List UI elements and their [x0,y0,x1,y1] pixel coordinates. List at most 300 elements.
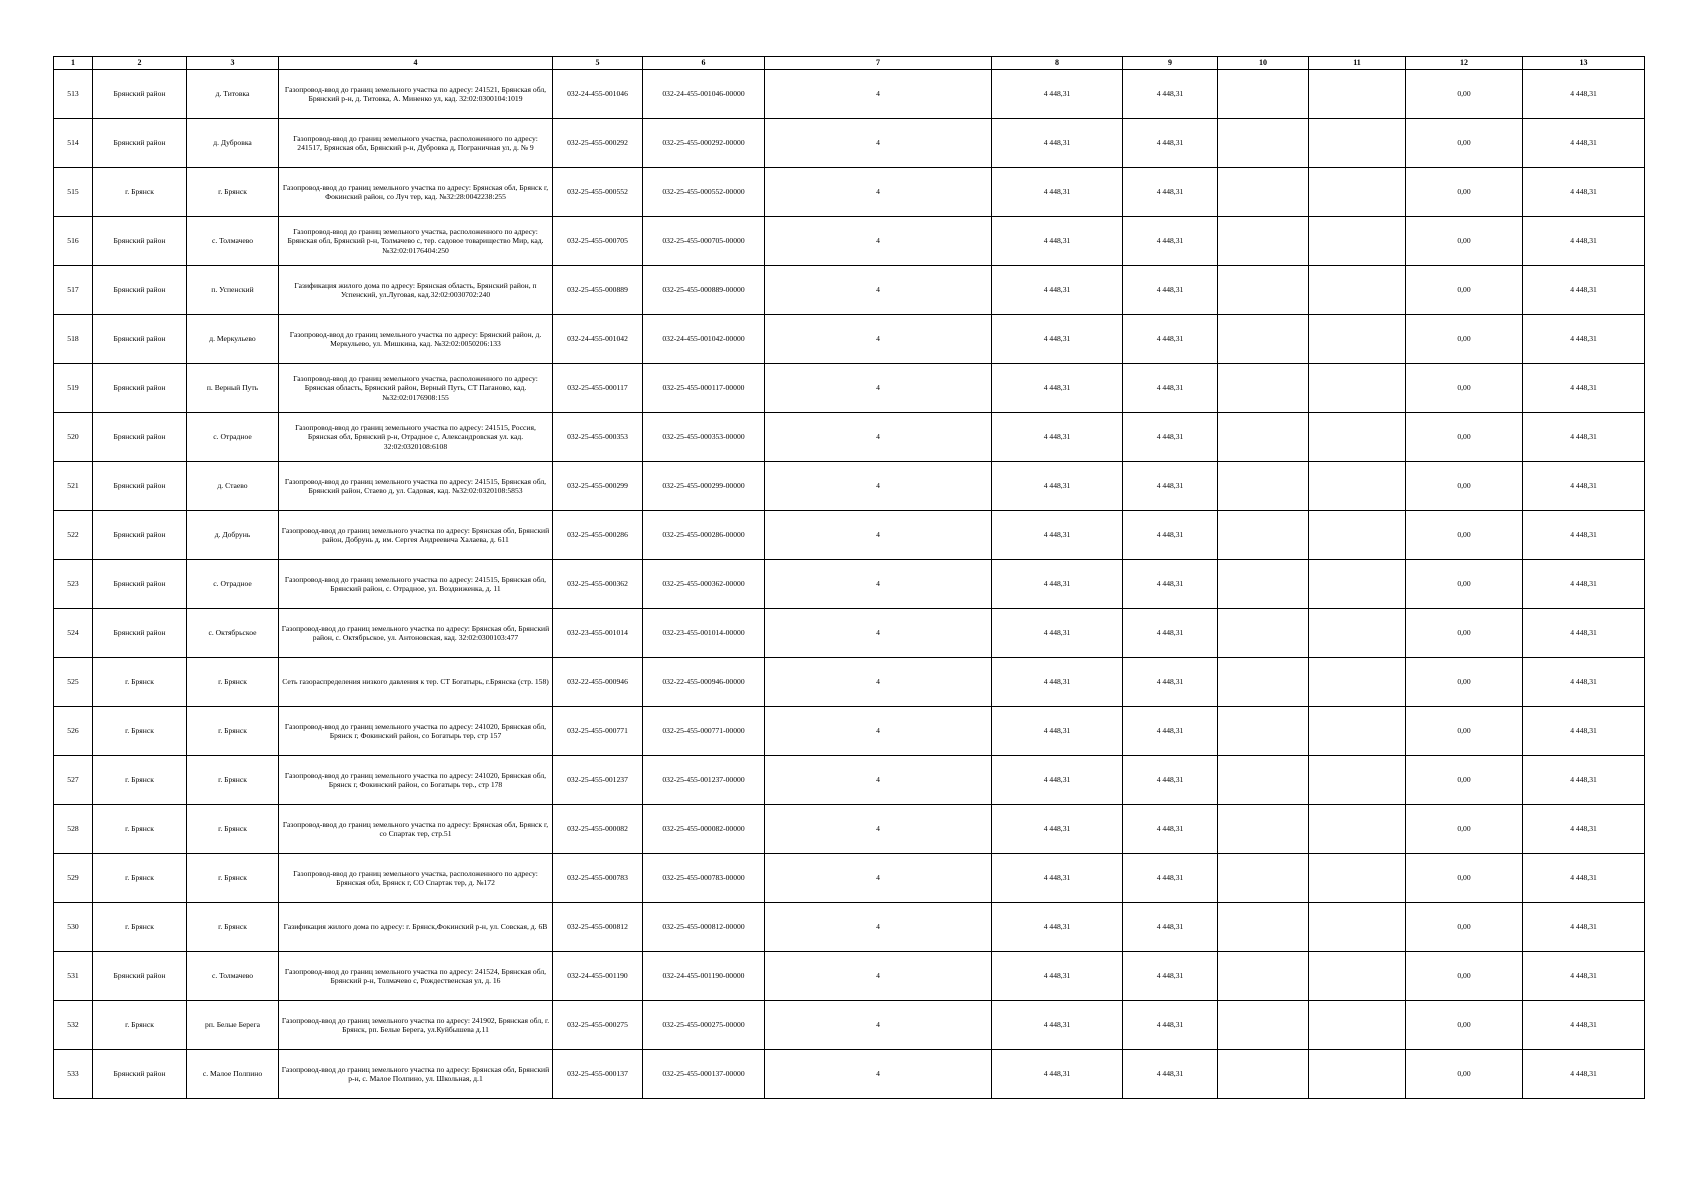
district-cell: г. Брянск [93,658,187,707]
locality-cell: с. Толмачево [187,217,279,266]
object-description-cell: Газопровод-ввод до границ земельного участка, расположенного по адресу: 241517, Брянская обл, Брянский р-н, Дубровка д, Пограничная ул, д. № 9 [279,119,553,168]
column-10-cell [1218,903,1309,952]
column-11-cell [1309,266,1406,315]
object-description-cell: Газопровод-ввод до границ земельного участка по адресу: 241020, Брянская обл, Брянск г, Фокинский район, со Богатырь тер, стр 157 [279,707,553,756]
object-description-cell: Газопровод-ввод до границ земельного участка, расположенного по адресу: Брянская область, Брянский район, Верный Путь, СТ Паганово, кад. №32:02:0176908:155 [279,364,553,413]
column-11-cell [1309,756,1406,805]
object-inventory-code-cell: 032-25-455-000353-00000 [643,413,765,462]
column-8-cell: 4 448,31 [992,119,1123,168]
object-description-cell: Сеть газораспределения низкого давления к тер. СТ Богатырь, г.Брянска (стр. 158) [279,658,553,707]
column-10-cell [1218,266,1309,315]
column-7-cell: 4 [765,413,992,462]
object-inventory-code-cell: 032-25-455-000137-00000 [643,1050,765,1099]
object-code-cell: 032-24-455-001042 [553,315,643,364]
district-cell: г. Брянск [93,805,187,854]
object-code-cell: 032-25-455-000292 [553,119,643,168]
district-cell: г. Брянск [93,168,187,217]
column-13-cell: 4 448,31 [1523,952,1645,1001]
row-number-cell: 516 [54,217,93,266]
object-description-cell: Газопровод-ввод до границ земельного участка по адресу: 241515, Брянская обл, Брянский район, Стаево д, ул. Садовая, кад. №32:02:0320108:5853 [279,462,553,511]
column-7-cell: 4 [765,315,992,364]
column-header-4: 4 [279,57,553,70]
column-8-cell: 4 448,31 [992,952,1123,1001]
column-7-cell: 4 [765,119,992,168]
locality-cell: д. Добрунь [187,511,279,560]
table-row [54,1001,1645,1050]
district-cell: Брянский район [93,364,187,413]
column-12-cell: 0,00 [1406,609,1523,658]
column-header-8: 8 [992,57,1123,70]
column-13-cell: 4 448,31 [1523,1050,1645,1099]
district-cell: Брянский район [93,413,187,462]
object-inventory-code-cell: 032-25-455-000286-00000 [643,511,765,560]
column-8-cell: 4 448,31 [992,903,1123,952]
row-number-cell: 515 [54,168,93,217]
column-7-cell: 4 [765,168,992,217]
locality-cell: г. Брянск [187,168,279,217]
column-9-cell: 4 448,31 [1123,266,1218,315]
locality-cell: с. Малое Полпино [187,1050,279,1099]
column-9-cell: 4 448,31 [1123,854,1218,903]
table-row [54,609,1645,658]
column-8-cell: 4 448,31 [992,609,1123,658]
column-10-cell [1218,560,1309,609]
column-8-cell: 4 448,31 [992,658,1123,707]
locality-cell: д. Титовка [187,70,279,119]
column-10-cell [1218,854,1309,903]
table-row [54,903,1645,952]
object-inventory-code-cell: 032-25-455-000362-00000 [643,560,765,609]
object-code-cell: 032-25-455-000299 [553,462,643,511]
column-11-cell [1309,854,1406,903]
object-description-cell: Газопровод-ввод до границ земельного участка по адресу: Брянская обл, Брянский р-н, с. Малое Полпино, ул. Школьная, д.1 [279,1050,553,1099]
column-9-cell: 4 448,31 [1123,805,1218,854]
row-number-cell: 528 [54,805,93,854]
column-13-cell: 4 448,31 [1523,903,1645,952]
column-12-cell: 0,00 [1406,560,1523,609]
object-code-cell: 032-25-455-000362 [553,560,643,609]
table-row [54,70,1645,119]
object-inventory-code-cell: 032-25-455-000552-00000 [643,168,765,217]
column-9-cell: 4 448,31 [1123,413,1218,462]
column-7-cell: 4 [765,805,992,854]
locality-cell: г. Брянск [187,707,279,756]
column-7-cell: 4 [765,266,992,315]
row-number-cell: 527 [54,756,93,805]
locality-cell: п. Верный Путь [187,364,279,413]
column-9-cell: 4 448,31 [1123,119,1218,168]
row-number-cell: 532 [54,1001,93,1050]
locality-cell: с. Отрадное [187,413,279,462]
table-row [54,413,1645,462]
column-12-cell: 0,00 [1406,364,1523,413]
column-header-1: 1 [54,57,93,70]
column-11-cell [1309,805,1406,854]
column-10-cell [1218,805,1309,854]
column-13-cell: 4 448,31 [1523,315,1645,364]
column-13-cell: 4 448,31 [1523,266,1645,315]
column-13-cell: 4 448,31 [1523,756,1645,805]
column-11-cell [1309,70,1406,119]
column-13-cell: 4 448,31 [1523,854,1645,903]
column-10-cell [1218,364,1309,413]
column-13-cell: 4 448,31 [1523,168,1645,217]
object-inventory-code-cell: 032-25-455-000783-00000 [643,854,765,903]
column-header-6: 6 [643,57,765,70]
row-number-cell: 522 [54,511,93,560]
object-inventory-code-cell: 032-25-455-000299-00000 [643,462,765,511]
column-8-cell: 4 448,31 [992,315,1123,364]
object-description-cell: Газопровод-ввод до границ земельного участка по адресу: 241521, Брянская обл, Брянский р-н, д. Титовка, А. Миненко ул, кад. 32:02:0300104:1019 [279,70,553,119]
column-10-cell [1218,168,1309,217]
column-7-cell: 4 [765,1001,992,1050]
column-11-cell [1309,1050,1406,1099]
locality-cell: рп. Белые Берега [187,1001,279,1050]
object-code-cell: 032-25-455-000889 [553,266,643,315]
district-cell: Брянский район [93,119,187,168]
column-13-cell: 4 448,31 [1523,364,1645,413]
row-number-cell: 523 [54,560,93,609]
object-inventory-code-cell: 032-24-455-001042-00000 [643,315,765,364]
object-code-cell: 032-25-455-000353 [553,413,643,462]
object-code-cell: 032-22-455-000946 [553,658,643,707]
column-header-7: 7 [765,57,992,70]
column-9-cell: 4 448,31 [1123,609,1218,658]
locality-cell: г. Брянск [187,903,279,952]
column-10-cell [1218,315,1309,364]
object-description-cell: Газопровод-ввод до границ земельного участка по адресу: Брянская обл, Брянск г, Фокинский район, со Луч тер, кад. №32:28:0042238:255 [279,168,553,217]
column-7-cell: 4 [765,511,992,560]
locality-cell: п. Успенский [187,266,279,315]
column-header-12: 12 [1406,57,1523,70]
column-8-cell: 4 448,31 [992,266,1123,315]
column-12-cell: 0,00 [1406,119,1523,168]
row-number-cell: 519 [54,364,93,413]
locality-cell: д. Дубровка [187,119,279,168]
object-description-cell: Газопровод-ввод до границ земельного участка по адресу: 241020, Брянская обл, Брянск г, Фокинский район, со Богатырь тер., стр 178 [279,756,553,805]
object-inventory-code-cell: 032-25-455-000889-00000 [643,266,765,315]
row-number-cell: 517 [54,266,93,315]
column-9-cell: 4 448,31 [1123,756,1218,805]
column-10-cell [1218,707,1309,756]
object-code-cell: 032-25-455-000082 [553,805,643,854]
object-code-cell: 032-25-455-000137 [553,1050,643,1099]
row-number-cell: 531 [54,952,93,1001]
column-8-cell: 4 448,31 [992,168,1123,217]
column-header-3: 3 [187,57,279,70]
table-row [54,854,1645,903]
column-9-cell: 4 448,31 [1123,364,1218,413]
column-8-cell: 4 448,31 [992,707,1123,756]
object-inventory-code-cell: 032-24-455-001046-00000 [643,70,765,119]
locality-cell: г. Брянск [187,854,279,903]
column-8-cell: 4 448,31 [992,364,1123,413]
district-cell: Брянский район [93,511,187,560]
column-10-cell [1218,952,1309,1001]
column-7-cell: 4 [765,364,992,413]
column-13-cell: 4 448,31 [1523,609,1645,658]
object-inventory-code-cell: 032-25-455-001237-00000 [643,756,765,805]
column-11-cell [1309,315,1406,364]
column-10-cell [1218,511,1309,560]
column-8-cell: 4 448,31 [992,70,1123,119]
column-12-cell: 0,00 [1406,462,1523,511]
column-13-cell: 4 448,31 [1523,511,1645,560]
column-13-cell: 4 448,31 [1523,462,1645,511]
column-12-cell: 0,00 [1406,952,1523,1001]
column-11-cell [1309,658,1406,707]
object-inventory-code-cell: 032-25-455-000082-00000 [643,805,765,854]
district-cell: Брянский район [93,217,187,266]
column-13-cell: 4 448,31 [1523,217,1645,266]
column-9-cell: 4 448,31 [1123,952,1218,1001]
district-cell: Брянский район [93,1050,187,1099]
column-12-cell: 0,00 [1406,413,1523,462]
district-cell: Брянский район [93,70,187,119]
object-code-cell: 032-24-455-001046 [553,70,643,119]
table-row [54,266,1645,315]
column-10-cell [1218,70,1309,119]
object-description-cell: Газопровод-ввод до границ земельного участка по адресу: 241515, Россия, Брянская обл, Брянский р-н, Отрадное с, Александровская ул. кад. 32:02:0320108:6108 [279,413,553,462]
column-12-cell: 0,00 [1406,1001,1523,1050]
column-9-cell: 4 448,31 [1123,70,1218,119]
column-7-cell: 4 [765,70,992,119]
table-row [54,805,1645,854]
table-row [54,364,1645,413]
object-inventory-code-cell: 032-25-455-000705-00000 [643,217,765,266]
row-number-cell: 518 [54,315,93,364]
object-inventory-code-cell: 032-23-455-001014-00000 [643,609,765,658]
column-12-cell: 0,00 [1406,1050,1523,1099]
object-description-cell: Газопровод-ввод до границ земельного участка по адресу: Брянский район, д. Меркульево, ул. Мишкина, кад. №32:02:0050206:133 [279,315,553,364]
column-11-cell [1309,1001,1406,1050]
column-7-cell: 4 [765,658,992,707]
object-code-cell: 032-25-455-000705 [553,217,643,266]
column-12-cell: 0,00 [1406,266,1523,315]
column-11-cell [1309,560,1406,609]
column-11-cell [1309,119,1406,168]
column-10-cell [1218,756,1309,805]
column-12-cell: 0,00 [1406,903,1523,952]
object-description-cell: Газопровод-ввод до границ земельного участка по адресу: 241902, Брянская обл, г. Брянск, рп. Белые Берега, ул.Куйбышева д.11 [279,1001,553,1050]
object-code-cell: 032-24-455-001190 [553,952,643,1001]
locality-cell: с. Отрадное [187,560,279,609]
district-cell: Брянский район [93,266,187,315]
locality-cell: д. Стаево [187,462,279,511]
column-8-cell: 4 448,31 [992,1050,1123,1099]
row-number-cell: 525 [54,658,93,707]
object-code-cell: 032-23-455-001014 [553,609,643,658]
column-12-cell: 0,00 [1406,756,1523,805]
column-12-cell: 0,00 [1406,707,1523,756]
column-header-11: 11 [1309,57,1406,70]
table-row [54,462,1645,511]
locality-cell: с. Октябрьское [187,609,279,658]
column-11-cell [1309,952,1406,1001]
object-inventory-code-cell: 032-25-455-000292-00000 [643,119,765,168]
locality-cell: с. Толмачево [187,952,279,1001]
column-13-cell: 4 448,31 [1523,70,1645,119]
object-inventory-code-cell: 032-25-455-000812-00000 [643,903,765,952]
row-number-cell: 520 [54,413,93,462]
column-9-cell: 4 448,31 [1123,217,1218,266]
column-header-5: 5 [553,57,643,70]
column-8-cell: 4 448,31 [992,462,1123,511]
header-row [54,57,1645,70]
column-10-cell [1218,1050,1309,1099]
table-row [54,707,1645,756]
object-description-cell: Газопровод-ввод до границ земельного участка по адресу: 241515, Брянская обл, Брянский район, с. Отрадное, ул. Воздвиженка, д. 11 [279,560,553,609]
column-9-cell: 4 448,31 [1123,315,1218,364]
district-cell: г. Брянск [93,707,187,756]
object-description-cell: Газопровод-ввод до границ земельного участка, расположенного по адресу: Брянская обл, Брянский р-н, Толмачево с, тер. садовое товарищество Мир, кад. №32:02:0176404:250 [279,217,553,266]
table-row [54,217,1645,266]
row-number-cell: 514 [54,119,93,168]
object-code-cell: 032-25-455-000552 [553,168,643,217]
column-7-cell: 4 [765,217,992,266]
row-number-cell: 513 [54,70,93,119]
column-13-cell: 4 448,31 [1523,805,1645,854]
column-13-cell: 4 448,31 [1523,560,1645,609]
column-10-cell [1218,217,1309,266]
column-9-cell: 4 448,31 [1123,168,1218,217]
table-row [54,560,1645,609]
row-number-cell: 529 [54,854,93,903]
table-row [54,315,1645,364]
column-8-cell: 4 448,31 [992,805,1123,854]
column-11-cell [1309,364,1406,413]
row-number-cell: 524 [54,609,93,658]
object-code-cell: 032-25-455-001237 [553,756,643,805]
column-13-cell: 4 448,31 [1523,658,1645,707]
column-11-cell [1309,707,1406,756]
column-header-2: 2 [93,57,187,70]
column-header-10: 10 [1218,57,1309,70]
row-number-cell: 521 [54,462,93,511]
column-12-cell: 0,00 [1406,854,1523,903]
column-10-cell [1218,658,1309,707]
column-10-cell [1218,462,1309,511]
column-13-cell: 4 448,31 [1523,1001,1645,1050]
locality-cell: г. Брянск [187,658,279,707]
column-13-cell: 4 448,31 [1523,707,1645,756]
object-description-cell: Газопровод-ввод до границ земельного участка по адресу: Брянская обл, Брянский район, с. Октябрьское, ул. Антоновская, кад. 32:02:0300103:477 [279,609,553,658]
table-row [54,756,1645,805]
column-header-9: 9 [1123,57,1218,70]
district-cell: г. Брянск [93,903,187,952]
column-12-cell: 0,00 [1406,511,1523,560]
object-description-cell: Газопровод-ввод до границ земельного участка по адресу: Брянская обл, Брянский район, Добрунь д, им. Сергея Андреевича Халаева, д. 611 [279,511,553,560]
column-10-cell [1218,413,1309,462]
district-cell: Брянский район [93,315,187,364]
locality-cell: г. Брянск [187,805,279,854]
column-7-cell: 4 [765,854,992,903]
row-number-cell: 533 [54,1050,93,1099]
table-row [54,168,1645,217]
column-11-cell [1309,168,1406,217]
object-code-cell: 032-25-455-000783 [553,854,643,903]
column-11-cell [1309,903,1406,952]
column-8-cell: 4 448,31 [992,511,1123,560]
column-8-cell: 4 448,31 [992,217,1123,266]
column-11-cell [1309,462,1406,511]
object-code-cell: 032-25-455-000286 [553,511,643,560]
column-12-cell: 0,00 [1406,168,1523,217]
object-description-cell: Газопровод-ввод до границ земельного участка по адресу: 241524, Брянская обл, Брянский р-н, Толмачево с, Рождественская ул, д. 16 [279,952,553,1001]
district-cell: Брянский район [93,560,187,609]
object-description-cell: Газификация жилого дома по адресу: Брянская область, Брянский район, п Успенский, ул.Луговая, кад.32:02:0030702:240 [279,266,553,315]
column-12-cell: 0,00 [1406,217,1523,266]
column-11-cell [1309,413,1406,462]
row-number-cell: 526 [54,707,93,756]
table-row [54,658,1645,707]
column-10-cell [1218,1001,1309,1050]
column-10-cell [1218,609,1309,658]
district-cell: Брянский район [93,462,187,511]
locality-cell: д. Меркульево [187,315,279,364]
column-8-cell: 4 448,31 [992,854,1123,903]
column-9-cell: 4 448,31 [1123,1001,1218,1050]
object-code-cell: 032-25-455-000771 [553,707,643,756]
column-7-cell: 4 [765,756,992,805]
table-row [54,952,1645,1001]
column-7-cell: 4 [765,560,992,609]
row-number-cell: 530 [54,903,93,952]
register-table [53,56,1645,1099]
district-cell: г. Брянск [93,756,187,805]
column-7-cell: 4 [765,903,992,952]
column-7-cell: 4 [765,462,992,511]
column-7-cell: 4 [765,1050,992,1099]
column-9-cell: 4 448,31 [1123,511,1218,560]
column-12-cell: 0,00 [1406,70,1523,119]
column-8-cell: 4 448,31 [992,413,1123,462]
column-9-cell: 4 448,31 [1123,462,1218,511]
column-9-cell: 4 448,31 [1123,1050,1218,1099]
object-inventory-code-cell: 032-24-455-001190-00000 [643,952,765,1001]
object-inventory-code-cell: 032-22-455-000946-00000 [643,658,765,707]
column-10-cell [1218,119,1309,168]
column-9-cell: 4 448,31 [1123,707,1218,756]
object-code-cell: 032-25-455-000117 [553,364,643,413]
district-cell: Брянский район [93,952,187,1001]
district-cell: г. Брянск [93,854,187,903]
object-inventory-code-cell: 032-25-455-000771-00000 [643,707,765,756]
column-13-cell: 4 448,31 [1523,413,1645,462]
column-12-cell: 0,00 [1406,658,1523,707]
district-cell: г. Брянск [93,1001,187,1050]
column-7-cell: 4 [765,952,992,1001]
column-9-cell: 4 448,31 [1123,658,1218,707]
object-code-cell: 032-25-455-000275 [553,1001,643,1050]
table-row [54,119,1645,168]
column-7-cell: 4 [765,609,992,658]
locality-cell: г. Брянск [187,756,279,805]
table-body [54,70,1645,1099]
column-9-cell: 4 448,31 [1123,903,1218,952]
column-11-cell [1309,217,1406,266]
column-header-13: 13 [1523,57,1645,70]
object-inventory-code-cell: 032-25-455-000275-00000 [643,1001,765,1050]
column-8-cell: 4 448,31 [992,1001,1123,1050]
column-11-cell [1309,609,1406,658]
object-description-cell: Газопровод-ввод до границ земельного участка по адресу: Брянская обл, Брянск г, со Спартак тер, стр.51 [279,805,553,854]
column-11-cell [1309,511,1406,560]
column-7-cell: 4 [765,707,992,756]
table-row [54,1050,1645,1099]
column-12-cell: 0,00 [1406,805,1523,854]
column-8-cell: 4 448,31 [992,756,1123,805]
